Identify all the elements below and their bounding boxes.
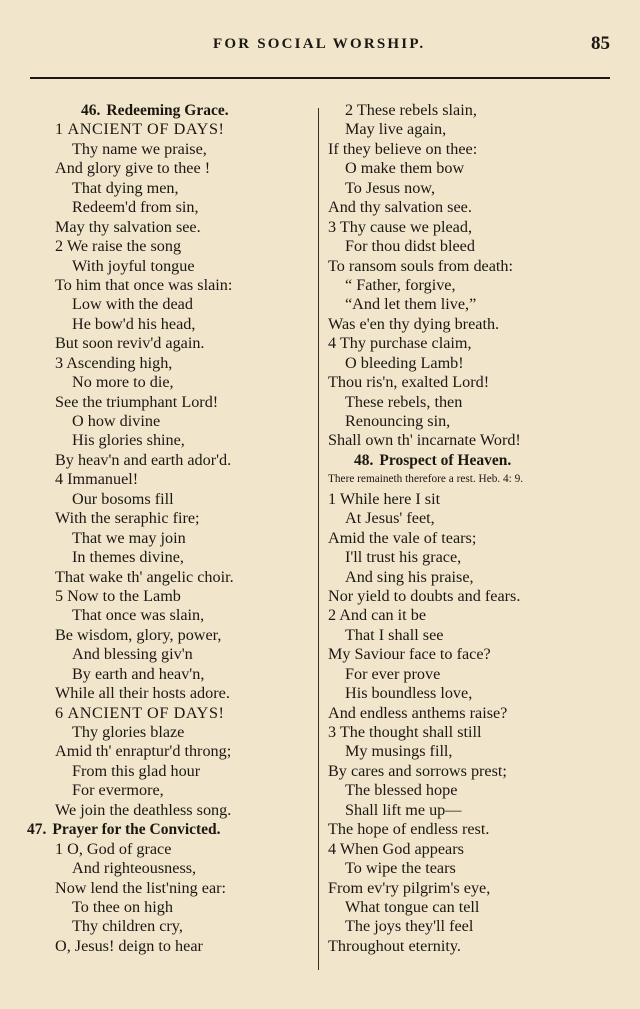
verse-line: And blessing giv'n (72, 645, 193, 664)
verse-line: Amid th' enraptur'd throng; (55, 742, 232, 761)
verse-line: While all their hosts adore. (55, 684, 230, 703)
verse-line: 3 The thought shall still (328, 723, 482, 741)
verse-line: That I shall see (345, 625, 444, 644)
verse-line: But soon reviv'd again. (55, 334, 205, 353)
hymn-heading (328, 451, 628, 470)
verse-line: That dying men, (72, 178, 179, 197)
verse-line: In themes divine, (72, 548, 184, 567)
verse-line: What tongue can tell (345, 897, 480, 916)
verse-line: Thy glories blaze (72, 723, 185, 741)
running-title: FOR SOCIAL WORSHIP. (213, 36, 426, 52)
verse-line: By cares and sorrows prest; (328, 761, 507, 780)
verse-line: That we may join (72, 528, 186, 547)
verse-line: “And let them live,” (345, 295, 477, 314)
verse-line: With joyful tongue (72, 256, 195, 275)
verse-line: From this glad hour (72, 761, 201, 780)
verse-line: Nor yield to doubts and fears. (328, 586, 521, 605)
verse-line: The blessed hope (345, 781, 458, 800)
verse-line: And sing his praise, (345, 567, 474, 586)
verse-line: And thy salvation see. (328, 198, 472, 217)
verse-line: May thy salvation see. (55, 217, 201, 236)
verse-line: That wake th' angelic choir. (55, 567, 234, 586)
verse-line: For thou didst bleed (345, 237, 475, 256)
verse-line: Renouncing sin, (345, 412, 451, 430)
hymn-title: Redeeming Grace. (106, 102, 229, 119)
verse-line: To ransom souls from death: (328, 256, 513, 275)
verse-line: O, Jesus! deign to hear (55, 936, 203, 955)
verse-line: 2 These rebels slain, (345, 101, 477, 119)
verse-line: Amid the vale of tears; (328, 528, 477, 547)
verse-line: His glories shine, (72, 431, 185, 450)
verse-line: To wipe the tears (345, 859, 456, 878)
verse-line: 3 Ascending high, (55, 353, 173, 372)
verse-line: And righteousness, (72, 859, 197, 878)
verse-line: O how divine (72, 412, 161, 430)
header-rule (30, 77, 610, 79)
verse-line: 1 O, God of grace (55, 839, 172, 858)
verse-line: At Jesus' feet, (345, 509, 435, 528)
verse-line: We join the deathless song. (55, 800, 232, 819)
hymn-heading (55, 101, 310, 120)
verse-line: 1 While here I sit (328, 489, 441, 508)
verse-line: By heav'n and earth ador'd. (55, 450, 232, 469)
verse-line: 1 ANCIENT OF DAYS! (55, 120, 225, 139)
verse-line: By earth and heav'n, (72, 664, 205, 683)
verse-line: He bow'd his head, (72, 314, 196, 333)
verse-line: From ev'ry pilgrim's eye, (328, 878, 491, 897)
verse-line: O make them bow (345, 159, 465, 178)
left-column (27, 101, 310, 956)
verse-line: Shall own th' incarnate Word! (328, 431, 521, 450)
scripture-reference: There remaineth therefore a rest. Heb. 4: 9. (328, 473, 524, 486)
verse-line: I'll trust his grace, (345, 548, 462, 567)
verse-line: To thee on high (72, 897, 173, 916)
verse-line: And endless anthems raise? (328, 703, 508, 722)
hymn-title: Prayer for the Convicted. (52, 821, 221, 839)
verse-line: Redeem'd from sin, (72, 198, 199, 217)
verse-line: The hope of endless rest. (328, 820, 490, 839)
verse-line: If they believe on thee: (328, 139, 478, 158)
hymn-number: 48. (354, 451, 374, 469)
verse-line: To Jesus now, (345, 178, 435, 197)
verse-line: See the triumphant Lord! (55, 392, 219, 411)
verse-line: Thy name we praise, (72, 139, 207, 158)
hymn-number: 46. (81, 102, 101, 119)
verse-line: With the seraphic fire; (55, 509, 200, 528)
verse-line: Be wisdom, glory, power, (55, 625, 222, 644)
right-column (328, 101, 628, 956)
verse-line: For ever prove (345, 664, 441, 683)
verse-line: 4 Thy purchase claim, (328, 334, 472, 353)
verse-line: That once was slain, (72, 606, 205, 625)
verse-line: 4 Immanuel! (55, 470, 139, 489)
verse-line: These rebels, then (345, 392, 463, 411)
verse-line: “ Father, forgive, (345, 275, 456, 294)
verse-line: My musings fill, (345, 742, 453, 761)
hymn-number: 47. (27, 821, 47, 839)
verse-line: No more to die, (72, 373, 174, 392)
verse-line: O bleeding Lamb! (345, 353, 464, 372)
verse-line: Throughout eternity. (328, 936, 461, 955)
verse-line: 2 And can it be (328, 606, 427, 625)
verse-line: 2 We raise the song (55, 237, 182, 256)
hymn-title: Prospect of Heaven. (379, 451, 512, 469)
verse-line: The joys they'll feel (345, 917, 474, 936)
verse-line: His boundless love, (345, 684, 473, 703)
hymn-heading (27, 820, 310, 839)
verse-line: 4 When God appears (328, 839, 464, 858)
verse-line: 3 Thy cause we plead, (328, 217, 472, 236)
verse-line: May live again, (345, 120, 447, 139)
page-number: 85 (591, 33, 610, 54)
verse-line: 5 Now to the Lamb (55, 586, 181, 605)
verse-line: 6 ANCIENT OF DAYS! (55, 703, 225, 722)
verse-line: For evermore, (72, 781, 164, 800)
verse-line: Now lend the list'ning ear: (55, 878, 227, 897)
verse-line: And glory give to thee ! (55, 159, 211, 178)
verse-line: Our bosoms fill (72, 489, 174, 508)
verse-line: Shall lift me up— (345, 800, 462, 819)
verse-line: Thy children cry, (72, 917, 183, 936)
column-divider (318, 108, 319, 970)
verse-line: Was e'en thy dying breath. (328, 314, 500, 333)
verse-line: My Saviour face to face? (328, 645, 491, 664)
verse-line: To him that once was slain: (55, 275, 233, 294)
verse-line: Thou ris'n, exalted Lord! (328, 373, 490, 392)
verse-line: Low with the dead (72, 295, 193, 314)
running-head (0, 33, 640, 58)
